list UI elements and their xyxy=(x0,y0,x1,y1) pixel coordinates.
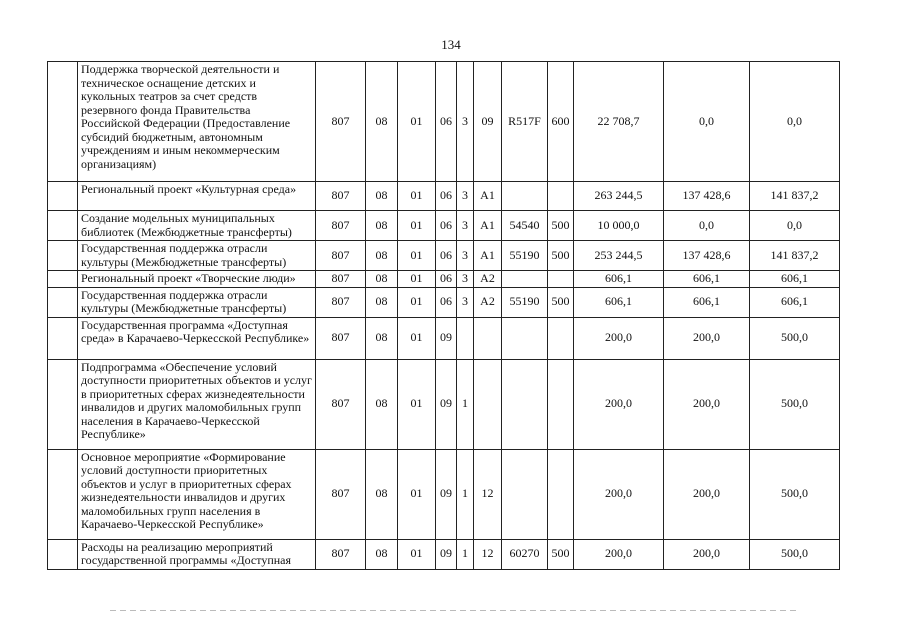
code-subprogram-cell: 3 xyxy=(457,241,474,271)
code-program-cell: 06 xyxy=(436,62,457,182)
row-number-cell xyxy=(48,211,78,241)
amount-year-1-cell: 253 244,5 xyxy=(574,241,664,271)
code-program-cell: 06 xyxy=(436,287,457,317)
table-row xyxy=(48,62,840,182)
code-event-cell: A2 xyxy=(474,287,502,317)
code-event-cell: 12 xyxy=(474,449,502,539)
expense-name-cell: Государственная программа «Доступная среда» в Карачаево-Черкесской Республике» xyxy=(78,317,316,359)
table-row xyxy=(48,317,840,359)
code-subprogram-cell: 3 xyxy=(457,211,474,241)
table-row xyxy=(48,182,840,211)
amount-year-2-cell: 200,0 xyxy=(664,449,750,539)
code-subsection-cell: 01 xyxy=(398,317,436,359)
code-program-cell: 06 xyxy=(436,241,457,271)
expense-name-cell: Расходы на реализацию мероприятий государственной программы «Доступная xyxy=(78,539,316,569)
amount-year-3-cell: 0,0 xyxy=(750,211,840,241)
code-subprogram-cell: 1 xyxy=(457,359,474,449)
code-direction-cell: 55190 xyxy=(502,241,548,271)
amount-year-3-cell: 606,1 xyxy=(750,287,840,317)
code-subsection-cell: 01 xyxy=(398,359,436,449)
table-row xyxy=(48,211,840,241)
expense-name-cell: Государственная поддержка отрасли культуры (Межбюджетные трансферты) xyxy=(78,241,316,271)
code-section-cell: 08 xyxy=(366,241,398,271)
expense-name-cell: Подпрограмма «Обеспечение условий доступности приоритетных объектов и услуг в приоритетных сферах жизнедеятельности инвалидов и других маломобильных групп населения в Карачаево-Черкесской Республике» xyxy=(78,359,316,449)
code-expense-type-cell: 500 xyxy=(548,539,574,569)
code-event-cell: A1 xyxy=(474,211,502,241)
code-direction-cell xyxy=(502,449,548,539)
code-ministry-cell: 807 xyxy=(316,317,366,359)
amount-year-2-cell: 200,0 xyxy=(664,317,750,359)
table-row xyxy=(48,359,840,449)
row-number-cell xyxy=(48,449,78,539)
code-program-cell: 06 xyxy=(436,211,457,241)
code-program-cell: 09 xyxy=(436,359,457,449)
code-subsection-cell: 01 xyxy=(398,211,436,241)
code-ministry-cell: 807 xyxy=(316,449,366,539)
code-expense-type-cell xyxy=(548,182,574,211)
code-subsection-cell: 01 xyxy=(398,62,436,182)
code-expense-type-cell xyxy=(548,359,574,449)
code-ministry-cell: 807 xyxy=(316,211,366,241)
expense-name-cell: Региональный проект «Творческие люди» xyxy=(78,271,316,288)
code-program-cell: 06 xyxy=(436,271,457,288)
code-section-cell: 08 xyxy=(366,62,398,182)
table-row xyxy=(48,287,840,317)
code-section-cell: 08 xyxy=(366,449,398,539)
table-row xyxy=(48,449,840,539)
expense-name-cell: Создание модельных муниципальных библиотек (Межбюджетные трансферты) xyxy=(78,211,316,241)
code-section-cell: 08 xyxy=(366,271,398,288)
code-expense-type-cell: 500 xyxy=(548,211,574,241)
code-direction-cell: 55190 xyxy=(502,287,548,317)
code-section-cell: 08 xyxy=(366,287,398,317)
amount-year-2-cell: 606,1 xyxy=(664,287,750,317)
code-program-cell: 09 xyxy=(436,317,457,359)
code-expense-type-cell: 500 xyxy=(548,287,574,317)
code-event-cell: A1 xyxy=(474,182,502,211)
amount-year-3-cell: 500,0 xyxy=(750,359,840,449)
expense-name-cell: Поддержка творческой деятельности и техническое оснащение детских и кукольных театров за счет средств резервного фонда Правительства Российской Федерации (Предоставление субсидий бюджетным, автономным учреждениям и иным некоммерческим организациям) xyxy=(78,62,316,182)
scan-artifact-line xyxy=(110,610,800,611)
amount-year-3-cell: 141 837,2 xyxy=(750,182,840,211)
expense-name-cell: Основное мероприятие «Формирование условий доступности приоритетных объектов и услуг в приоритетных сферах жизнедеятельности инвалидов и других маломобильных групп населения в Карачаево-Черкесской Республике» xyxy=(78,449,316,539)
code-direction-cell xyxy=(502,182,548,211)
code-subprogram-cell xyxy=(457,317,474,359)
code-section-cell: 08 xyxy=(366,182,398,211)
code-expense-type-cell: 500 xyxy=(548,241,574,271)
table-row xyxy=(48,271,840,288)
amount-year-1-cell: 606,1 xyxy=(574,271,664,288)
amount-year-2-cell: 137 428,6 xyxy=(664,182,750,211)
expense-name-cell: Региональный проект «Культурная среда» xyxy=(78,182,316,211)
row-number-cell xyxy=(48,539,78,569)
amount-year-2-cell: 137 428,6 xyxy=(664,241,750,271)
code-expense-type-cell xyxy=(548,271,574,288)
code-expense-type-cell xyxy=(548,449,574,539)
code-direction-cell: 60270 xyxy=(502,539,548,569)
amount-year-2-cell: 0,0 xyxy=(664,211,750,241)
code-ministry-cell: 807 xyxy=(316,287,366,317)
amount-year-2-cell: 606,1 xyxy=(664,271,750,288)
code-subprogram-cell: 1 xyxy=(457,539,474,569)
amount-year-1-cell: 200,0 xyxy=(574,449,664,539)
row-number-cell xyxy=(48,287,78,317)
amount-year-3-cell: 500,0 xyxy=(750,449,840,539)
code-expense-type-cell xyxy=(548,317,574,359)
code-subprogram-cell: 3 xyxy=(457,271,474,288)
code-direction-cell xyxy=(502,317,548,359)
table-row xyxy=(48,241,840,271)
amount-year-1-cell: 263 244,5 xyxy=(574,182,664,211)
row-number-cell xyxy=(48,62,78,182)
code-event-cell: A1 xyxy=(474,241,502,271)
code-event-cell: 09 xyxy=(474,62,502,182)
code-section-cell: 08 xyxy=(366,359,398,449)
budget-table xyxy=(47,61,840,570)
code-subsection-cell: 01 xyxy=(398,271,436,288)
code-ministry-cell: 807 xyxy=(316,241,366,271)
amount-year-1-cell: 200,0 xyxy=(574,317,664,359)
code-program-cell: 09 xyxy=(436,539,457,569)
code-direction-cell: 54540 xyxy=(502,211,548,241)
amount-year-3-cell: 500,0 xyxy=(750,539,840,569)
code-subprogram-cell: 3 xyxy=(457,182,474,211)
page-number: 134 xyxy=(441,37,461,52)
code-program-cell: 09 xyxy=(436,449,457,539)
code-direction-cell: R517F xyxy=(502,62,548,182)
code-program-cell: 06 xyxy=(436,182,457,211)
row-number-cell xyxy=(48,241,78,271)
amount-year-3-cell: 0,0 xyxy=(750,62,840,182)
code-event-cell: 12 xyxy=(474,539,502,569)
code-section-cell: 08 xyxy=(366,317,398,359)
amount-year-1-cell: 22 708,7 xyxy=(574,62,664,182)
code-subsection-cell: 01 xyxy=(398,449,436,539)
code-ministry-cell: 807 xyxy=(316,359,366,449)
code-section-cell: 08 xyxy=(366,539,398,569)
code-subsection-cell: 01 xyxy=(398,241,436,271)
amount-year-3-cell: 141 837,2 xyxy=(750,241,840,271)
row-number-cell xyxy=(48,317,78,359)
amount-year-3-cell: 606,1 xyxy=(750,271,840,288)
code-event-cell: A2 xyxy=(474,271,502,288)
row-number-cell xyxy=(48,271,78,288)
amount-year-2-cell: 200,0 xyxy=(664,539,750,569)
code-direction-cell xyxy=(502,359,548,449)
row-number-cell xyxy=(48,182,78,211)
amount-year-1-cell: 10 000,0 xyxy=(574,211,664,241)
amount-year-1-cell: 200,0 xyxy=(574,359,664,449)
amount-year-2-cell: 0,0 xyxy=(664,62,750,182)
table-row xyxy=(48,539,840,569)
code-ministry-cell: 807 xyxy=(316,62,366,182)
code-subprogram-cell: 3 xyxy=(457,62,474,182)
expense-name-cell: Государственная поддержка отрасли культуры (Межбюджетные трансферты) xyxy=(78,287,316,317)
code-expense-type-cell: 600 xyxy=(548,62,574,182)
amount-year-1-cell: 606,1 xyxy=(574,287,664,317)
code-subsection-cell: 01 xyxy=(398,182,436,211)
amount-year-1-cell: 200,0 xyxy=(574,539,664,569)
code-subsection-cell: 01 xyxy=(398,287,436,317)
amount-year-2-cell: 200,0 xyxy=(664,359,750,449)
code-subprogram-cell: 3 xyxy=(457,287,474,317)
amount-year-3-cell: 500,0 xyxy=(750,317,840,359)
code-subprogram-cell: 1 xyxy=(457,449,474,539)
code-direction-cell xyxy=(502,271,548,288)
row-number-cell xyxy=(48,359,78,449)
code-event-cell xyxy=(474,359,502,449)
code-ministry-cell: 807 xyxy=(316,182,366,211)
code-event-cell xyxy=(474,317,502,359)
code-ministry-cell: 807 xyxy=(316,539,366,569)
code-subsection-cell: 01 xyxy=(398,539,436,569)
code-section-cell: 08 xyxy=(366,211,398,241)
code-ministry-cell: 807 xyxy=(316,271,366,288)
